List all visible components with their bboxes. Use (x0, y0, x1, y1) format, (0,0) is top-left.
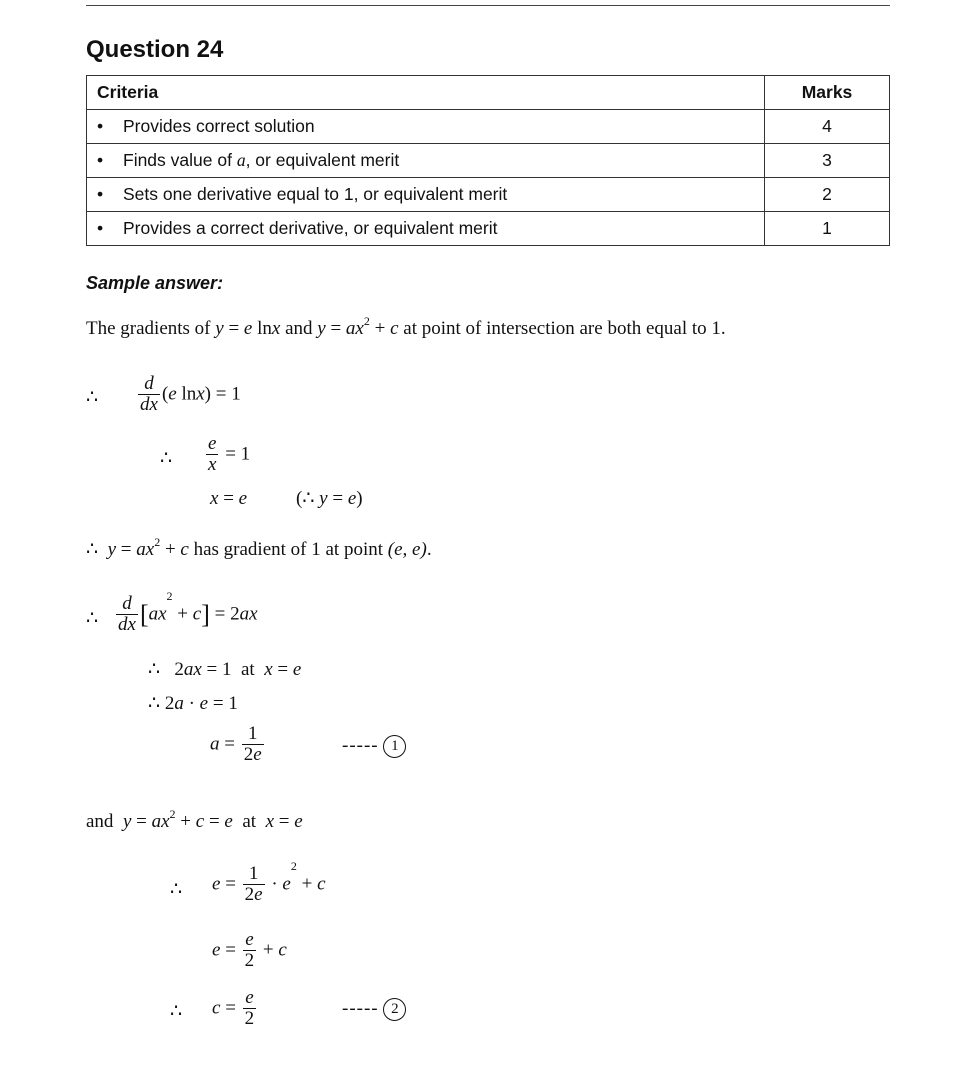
marks-column-header: Marks (765, 76, 890, 110)
bullet-icon: • (97, 184, 104, 204)
two-ax-equation: ∴ 2ax = 1 at x = e (148, 659, 302, 680)
marks-cell: 1 (765, 212, 890, 246)
a-value-equation: a = $\frac{1}{2e}$ (210, 723, 262, 765)
table-row (87, 178, 890, 212)
circled-number-1: 1 (383, 735, 406, 758)
therefore-icon: ∴ (170, 1001, 183, 1022)
gradient-statement: ∴ $y = ax^2 + c$ has gradient of 1 at point (e, e). (86, 535, 432, 560)
equation-marker-2: ----- 2 (342, 998, 406, 1021)
bullet-icon: • (97, 150, 104, 170)
therefore-icon: ∴ (170, 879, 183, 900)
marks-cell: 2 (765, 178, 890, 212)
derivative-quadratic-equation: $\frac{d}{dx}$ $[ax^2 + c] = 2ax$ (118, 589, 258, 635)
two-a-e-equation: ∴ 2a · e = 1 (148, 693, 238, 714)
bullet-icon: • (97, 116, 104, 136)
second-condition: and $y = ax^2 + c = e$ at x = e (86, 807, 303, 832)
table-header-row (87, 76, 890, 110)
marks-cell: 3 (765, 144, 890, 178)
criteria-column-header: Criteria (87, 76, 765, 110)
criteria-cell: • Finds value of a, or equivalent merit (87, 144, 765, 178)
header-rule (86, 5, 890, 6)
marking-criteria-table (86, 75, 890, 246)
table-row (87, 110, 890, 144)
table-row (87, 212, 890, 246)
criteria-cell: • Provides correct solution (87, 110, 765, 144)
circled-number-2: 2 (383, 998, 406, 1021)
therefore-icon: ∴ (160, 448, 173, 469)
question-title: Question 24 (86, 36, 224, 63)
therefore-icon: ∴ (86, 387, 99, 408)
marks-cell: 4 (765, 110, 890, 144)
criteria-cell: • Provides a correct derivative, or equivalent merit (87, 212, 765, 246)
derivative-ln-equation: $\frac{d}{dx}$ (e lnx) = 1 (140, 373, 241, 415)
table-row (87, 144, 890, 178)
x-equals-e-equation: x = e (210, 488, 248, 509)
sample-answer-label: Sample answer: (86, 273, 224, 293)
substitution-equation: e = $\frac{1}{2e}$ · $e^2 + c$ (212, 859, 326, 905)
e-over-x-equation: $\frac{e}{x}$ = 1 (208, 433, 251, 475)
bullet-icon: • (97, 218, 104, 238)
e-half-equation: e = $\frac{e}{2}$ + c (212, 929, 287, 971)
intro-sentence: The gradients of y = e lnx and $y = ax^2 + c$ at point of intersection are both equal to 1. (86, 314, 726, 339)
therefore-icon: ∴ (86, 608, 99, 629)
y-equals-e-note: (∴ y = e) (296, 488, 363, 509)
criteria-cell: • Sets one derivative equal to 1, or equivalent merit (87, 178, 765, 212)
c-value-equation: c = $\frac{e}{2}$ (212, 987, 255, 1029)
equation-marker-1: ----- 1 (342, 735, 406, 758)
